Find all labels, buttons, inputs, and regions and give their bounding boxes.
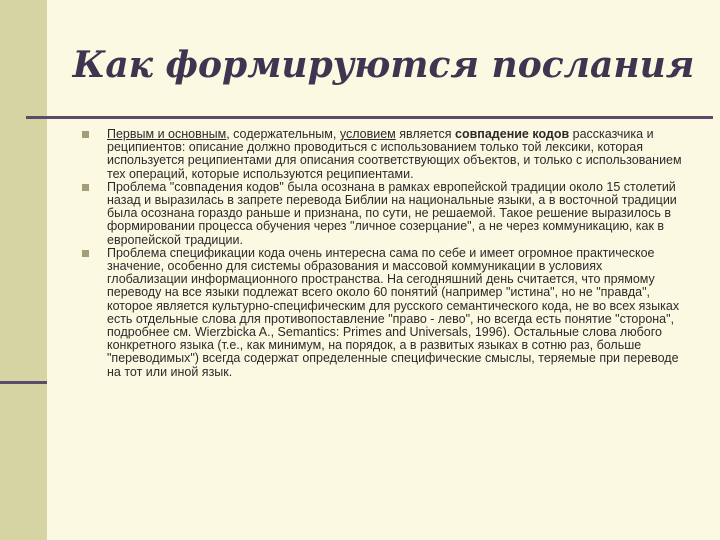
bullet-list — [76, 128, 686, 379]
list-item-text: Проблема "совпадения кодов" была осознана в рамках европейской традиции около 15 столетий назад и выразилась в запрете перевода Библии на национальные языки, а в восточной традиции была осознана гораздо раньше и признана, по сути, не решаемой. Такое решение выразилось в формировании процесса обучения через "личное созерцание", а не через коммуникацию, как в европейской традиции. — [107, 179, 677, 247]
text-run: является — [395, 127, 456, 141]
title-divider — [26, 116, 713, 119]
list-item — [76, 128, 686, 181]
bold-phrase: совпадение кодов — [455, 127, 570, 141]
square-bullet-icon — [82, 250, 89, 257]
square-bullet-icon — [82, 184, 89, 191]
left-decor-line — [0, 381, 47, 384]
list-item — [76, 247, 686, 379]
underlined-phrase: условием — [339, 127, 396, 141]
slide-title: Как формируются послания — [72, 44, 695, 86]
left-decor-band — [0, 0, 47, 540]
list-item-text — [107, 127, 682, 181]
square-bullet-icon — [82, 131, 89, 138]
text-run: рассказчика и реципиентов: описание должно проводиться с использованием только той лексики, которая используется реципиентами для описания соответствующих объектов, и только с использованием тех операций, которые используются реципиентами. — [107, 127, 682, 181]
underlined-phrase: Первым и основным — [107, 127, 227, 141]
list-item — [76, 181, 686, 247]
text-run: , содержательным, — [226, 127, 340, 141]
list-item-text: Проблема спецификации кода очень интересна сама по себе и имеет огромное практическое значение, особенно для системы образования и массовой коммуникации в условиях глобализации информационного пространства. На сегодняшний день считается, что прямому переводу на все языки подлежат всего около 60 понятий (например "истина", но не "правда", которое является культурно-специфическим для русского семантического кода, не во всех языках есть отдельные слова для противопоставление "право - лево", но всегда есть понятие "сторона", подробнее см. Wierzbicka A., Semantics: Primes and Universals, 1996). Остальные слова любого конкретного языка (т.е., как минимум, на порядок, а в развитых языках в сотню раз, больше "переводимых") всегда содержат определенные специфические смыслы, теряемые при переводе на тот или иной язык. — [107, 245, 680, 379]
